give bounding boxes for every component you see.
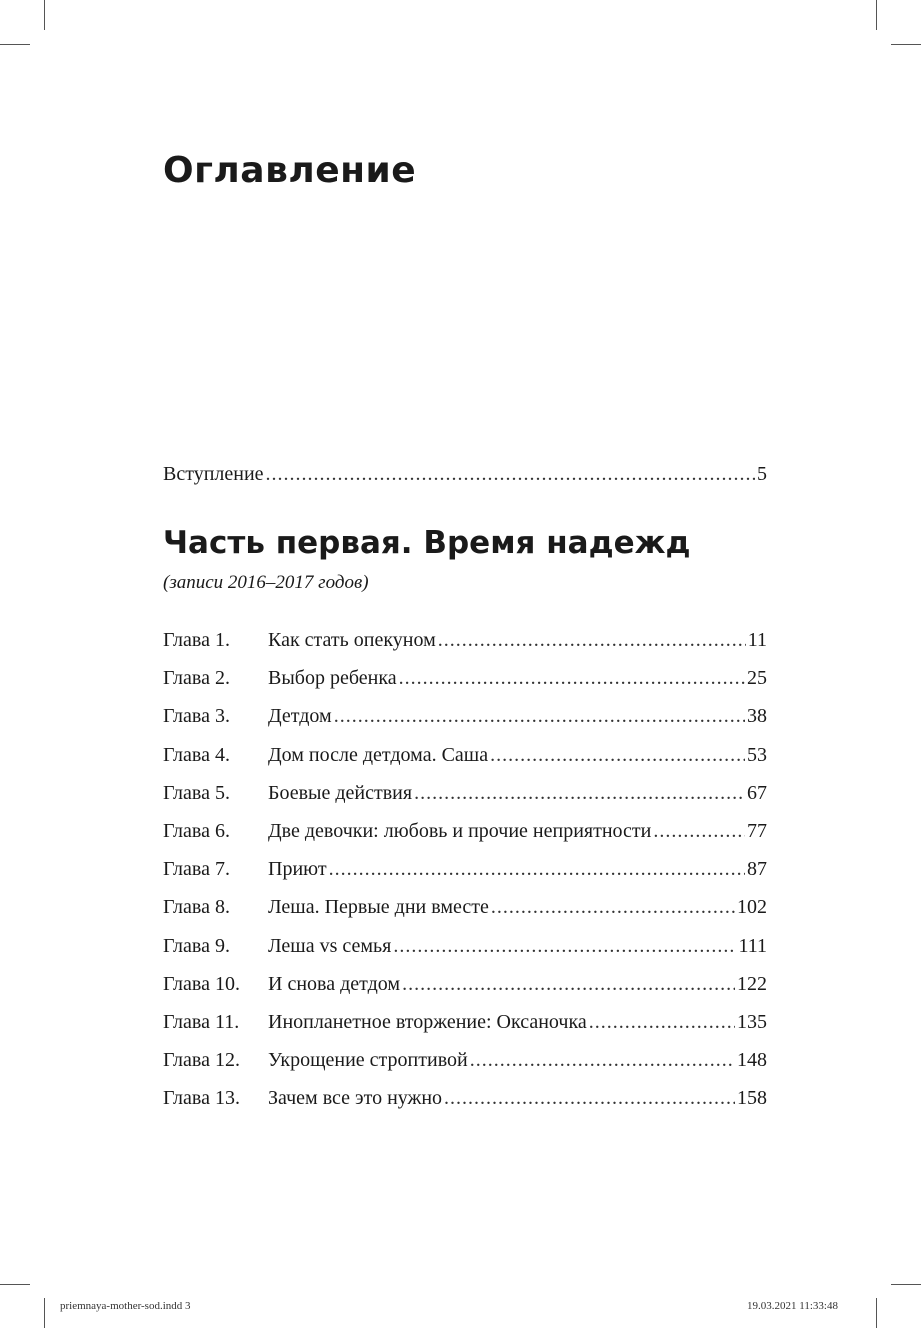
chapter-title: Зачем все это нужно xyxy=(268,1087,443,1110)
toc-chapter[interactable] xyxy=(163,933,767,971)
chapter-title: Приют xyxy=(268,858,327,881)
chapter-page: 38 xyxy=(747,705,767,728)
toc-chapter[interactable] xyxy=(163,780,767,818)
crop-mark xyxy=(44,1298,45,1328)
chapter-page: 111 xyxy=(738,934,767,957)
dot-leader xyxy=(653,818,745,844)
toc-chapter[interactable] xyxy=(163,742,767,780)
dot-leader xyxy=(470,1047,735,1073)
chapter-page: 122 xyxy=(737,972,767,995)
chapter-number: Глава 5. xyxy=(163,781,230,804)
chapter-page: 67 xyxy=(747,781,767,804)
toc-intro-label: Вступление xyxy=(163,463,264,485)
toc-chapter[interactable] xyxy=(163,894,767,932)
crop-mark xyxy=(891,1284,921,1285)
chapter-number: Глава 7. xyxy=(163,858,230,881)
dot-leader xyxy=(329,856,745,882)
toc-intro[interactable] xyxy=(163,461,767,487)
chapter-number: Глава 10. xyxy=(163,972,240,995)
dot-leader xyxy=(491,894,735,920)
chapter-number: Глава 2. xyxy=(163,667,230,690)
crop-mark xyxy=(876,0,877,30)
crop-mark xyxy=(0,1284,30,1285)
chapter-number: Глава 3. xyxy=(163,705,230,728)
dot-leader xyxy=(589,1009,735,1035)
part-title: Часть первая. Время надежд xyxy=(163,525,691,561)
toc-chapter[interactable] xyxy=(163,971,767,1009)
chapter-title: И снова детдом xyxy=(268,972,401,995)
chapter-page: 11 xyxy=(747,629,767,651)
toc-page-number: 5 xyxy=(757,463,767,485)
toc-chapter[interactable] xyxy=(163,856,767,894)
chapter-list xyxy=(0,627,921,1123)
dot-leader xyxy=(444,1085,735,1111)
page-title: Оглавление xyxy=(163,150,417,191)
dot-leader xyxy=(399,665,745,691)
chapter-title: Боевые действия xyxy=(268,781,413,804)
chapter-number: Глава 13. xyxy=(163,1087,240,1110)
toc-chapter[interactable] xyxy=(163,665,767,703)
toc-chapter[interactable] xyxy=(163,627,767,665)
chapter-number: Глава 1. xyxy=(163,629,230,651)
chapter-number: Глава 11. xyxy=(163,1010,240,1033)
toc-chapter[interactable] xyxy=(163,1009,767,1047)
chapter-title: Инопланетное вторжение: Оксаночка xyxy=(268,1010,587,1033)
chapter-title: Как стать опекуном xyxy=(268,629,436,651)
slug-filename: priemnaya-mother-sod.indd 3 xyxy=(60,1300,191,1312)
chapter-page: 135 xyxy=(737,1010,767,1033)
dot-leader xyxy=(393,933,736,959)
part-subtitle: (записи 2016–2017 годов) xyxy=(163,572,369,593)
chapter-page: 158 xyxy=(737,1087,767,1110)
chapter-title: Укрощение строптивой xyxy=(268,1049,468,1072)
crop-mark xyxy=(44,0,45,30)
dot-leader xyxy=(402,971,735,997)
dot-leader xyxy=(334,703,745,729)
chapter-page: 102 xyxy=(737,896,767,919)
dot-leader xyxy=(266,461,755,487)
chapter-page: 148 xyxy=(737,1049,767,1072)
toc-chapter[interactable] xyxy=(163,1047,767,1085)
chapter-title: Леша vs семья xyxy=(268,934,392,957)
chapter-number: Глава 9. xyxy=(163,934,230,957)
toc-chapter[interactable] xyxy=(163,818,767,856)
toc-chapter[interactable] xyxy=(163,1085,767,1123)
dot-leader xyxy=(438,627,746,653)
chapter-title: Выбор ребенка xyxy=(268,667,397,690)
crop-mark xyxy=(891,44,921,45)
chapter-page: 87 xyxy=(747,858,767,881)
chapter-number: Глава 12. xyxy=(163,1049,240,1072)
chapter-number: Глава 8. xyxy=(163,896,230,919)
dot-leader xyxy=(490,742,745,768)
crop-mark xyxy=(876,1298,877,1328)
chapter-page: 77 xyxy=(747,819,767,842)
crop-mark xyxy=(0,44,30,45)
chapter-number: Глава 6. xyxy=(163,819,230,842)
toc-chapter[interactable] xyxy=(163,703,767,741)
chapter-title: Дом после детдома. Саша xyxy=(268,743,489,766)
chapter-number: Глава 4. xyxy=(163,743,230,766)
chapter-title: Леша. Первые дни вместе xyxy=(268,896,489,919)
chapter-page: 25 xyxy=(747,667,767,690)
dot-leader xyxy=(414,780,745,806)
chapter-title: Две девочки: любовь и прочие неприятности xyxy=(268,819,652,842)
chapter-page: 53 xyxy=(747,743,767,766)
chapter-title: Детдом xyxy=(268,705,332,728)
slug-timestamp: 19.03.2021 11:33:48 xyxy=(747,1300,838,1312)
